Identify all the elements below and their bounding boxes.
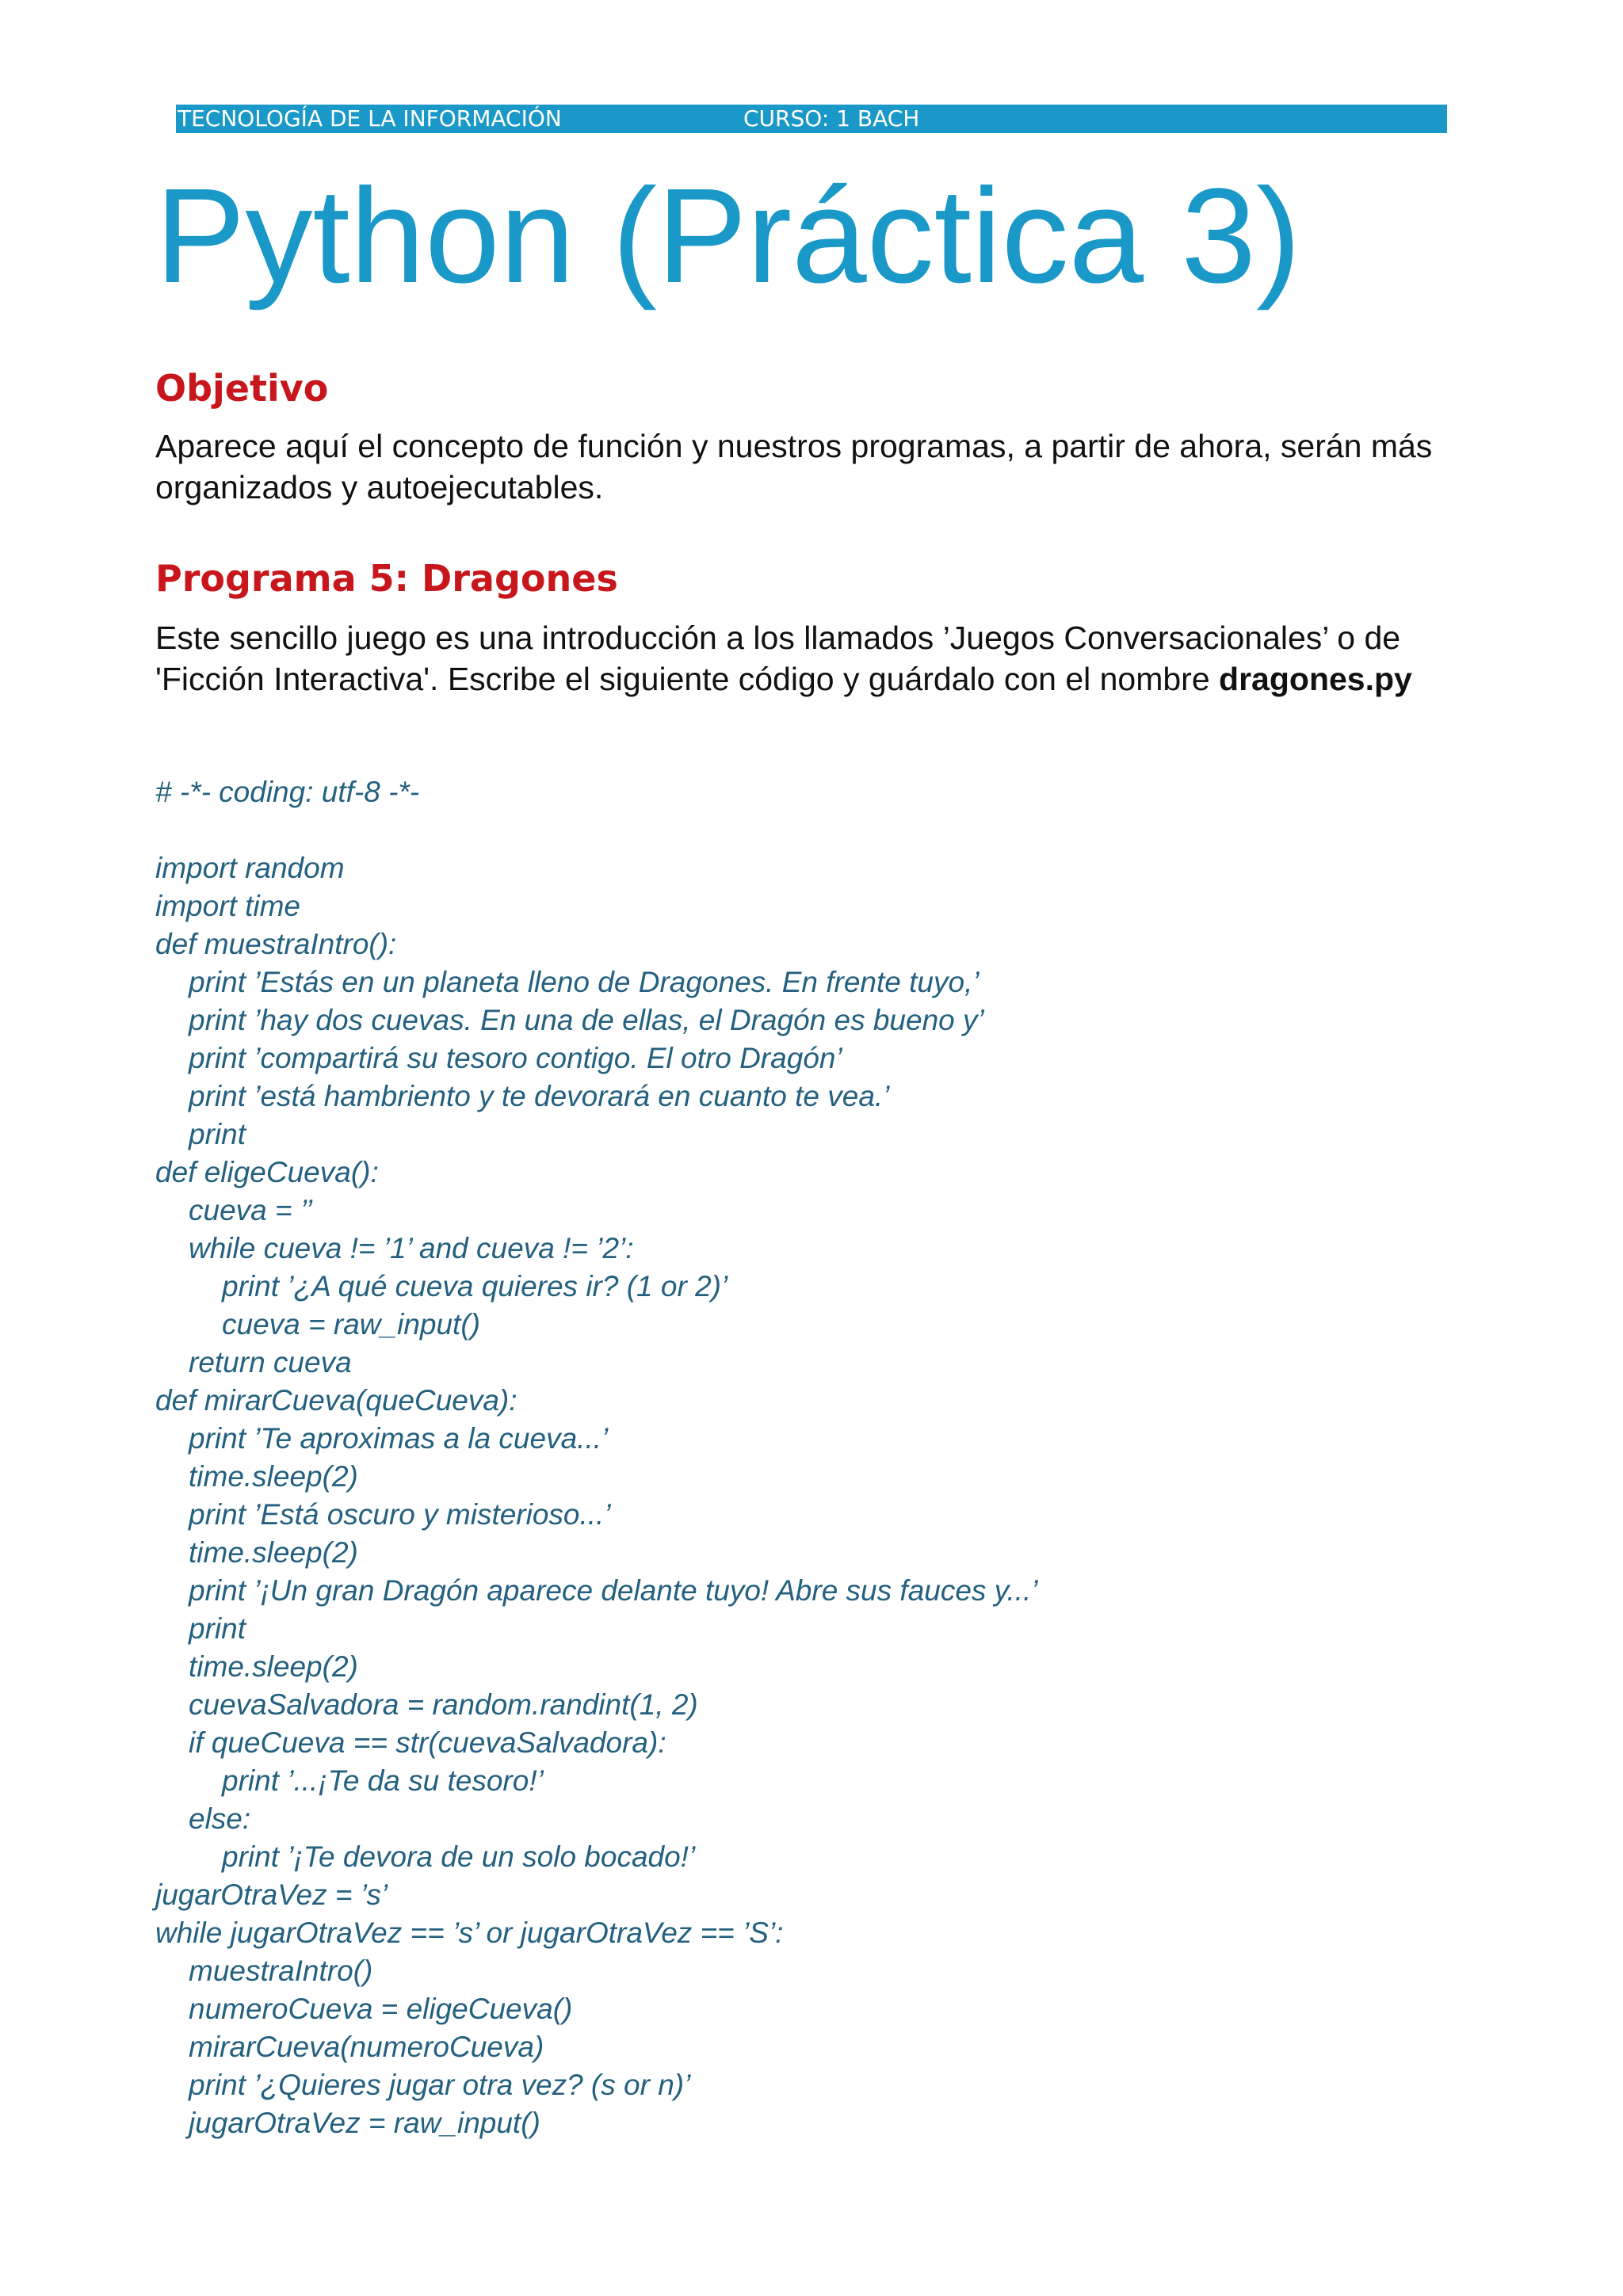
- code-line: while jugarOtraVez == ’s’ or jugarOtraVez == ’S’:: [155, 1917, 784, 1949]
- code-line: def muestraIntro():: [155, 928, 397, 960]
- code-line: print ’Está oscuro y misterioso...’: [189, 1498, 611, 1531]
- code-line: time.sleep(2): [189, 1650, 358, 1683]
- code-line: cueva = raw_input(): [222, 1308, 480, 1341]
- code-line: print ’hay dos cuevas. En una de ellas, el Dragón es bueno y’: [189, 1004, 984, 1036]
- code-line: print ’está hambriento y te devorará en cuanto te vea.’: [189, 1080, 890, 1112]
- code-line: print ’...¡Te da su tesoro!’: [222, 1764, 544, 1797]
- code-line: time.sleep(2): [189, 1536, 358, 1569]
- code-line: [155, 811, 1455, 849]
- paragraph-programa: [155, 617, 1455, 700]
- code-line: mirarCueva(numeroCueva): [189, 2031, 544, 2063]
- header-course: CURSO: 1 BACH: [743, 105, 920, 132]
- paragraph-programa-text: Este sencillo juego es una introducción a los llamados ’Juegos Conversacionales’ o de 'Ficción Interactiva'. Escribe el siguiente código y guárdalo con el nombre: [155, 620, 1401, 697]
- code-line: print ’¡Un gran Dragón aparece delante tuyo! Abre sus fauces y...’: [189, 1574, 1038, 1607]
- code-line: print ’¿Quieres jugar otra vez? (s or n)’: [189, 2069, 691, 2101]
- filename: dragones.py: [1219, 661, 1412, 697]
- code-line: import random: [155, 852, 345, 884]
- code-listing: [155, 773, 1455, 2142]
- code-line: jugarOtraVez = ’s’: [155, 1878, 388, 1911]
- header-bar: [176, 105, 1447, 133]
- code-line: muestraIntro(): [189, 1955, 373, 1987]
- code-line: print ’¿A qué cueva quieres ir? (1 or 2)’: [222, 1270, 728, 1302]
- code-line: print ’compartirá su tesoro contigo. El otro Dragón’: [189, 1042, 842, 1074]
- code-line: jugarOtraVez = raw_input(): [189, 2107, 540, 2139]
- code-line: else:: [189, 1802, 251, 1835]
- code-line: print ’¡Te devora de un solo bocado!’: [222, 1840, 696, 1873]
- header-subject: TECNOLOGÍA DE LA INFORMACIÓN: [178, 105, 562, 132]
- code-line: print ’Estás en un planeta lleno de Dragones. En frente tuyo,’: [189, 966, 980, 998]
- code-line: numeroCueva = eligeCueva(): [189, 1993, 573, 2025]
- code-line: return cueva: [189, 1346, 352, 1379]
- code-line: while cueva != ’1’ and cueva != ’2’:: [189, 1232, 634, 1264]
- code-line: def mirarCueva(queCueva):: [155, 1384, 517, 1417]
- code-line: import time: [155, 890, 300, 922]
- code-line: cueva = ’’: [189, 1194, 312, 1226]
- code-line: # -*- coding: utf-8 -*-: [155, 776, 420, 808]
- code-line: print: [189, 1118, 246, 1150]
- paragraph-objetivo: Aparece aquí el concepto de función y nuestros programas, a partir de ahora, serán más organizados y autoejecutables.: [155, 428, 1433, 505]
- heading-programa: Programa 5: Dragones: [155, 557, 618, 600]
- code-line: def eligeCueva():: [155, 1156, 379, 1188]
- code-line: print: [189, 1612, 246, 1645]
- heading-objetivo: Objetivo: [155, 367, 329, 410]
- code-line: time.sleep(2): [189, 1460, 358, 1493]
- code-line: cuevaSalvadora = random.randint(1, 2): [189, 1688, 698, 1721]
- code-line: print ’Te aproximas a la cueva...’: [189, 1422, 609, 1455]
- page-title: Python (Práctica 3): [155, 161, 1301, 311]
- code-line: if queCueva == str(cuevaSalvadora):: [189, 1726, 666, 1759]
